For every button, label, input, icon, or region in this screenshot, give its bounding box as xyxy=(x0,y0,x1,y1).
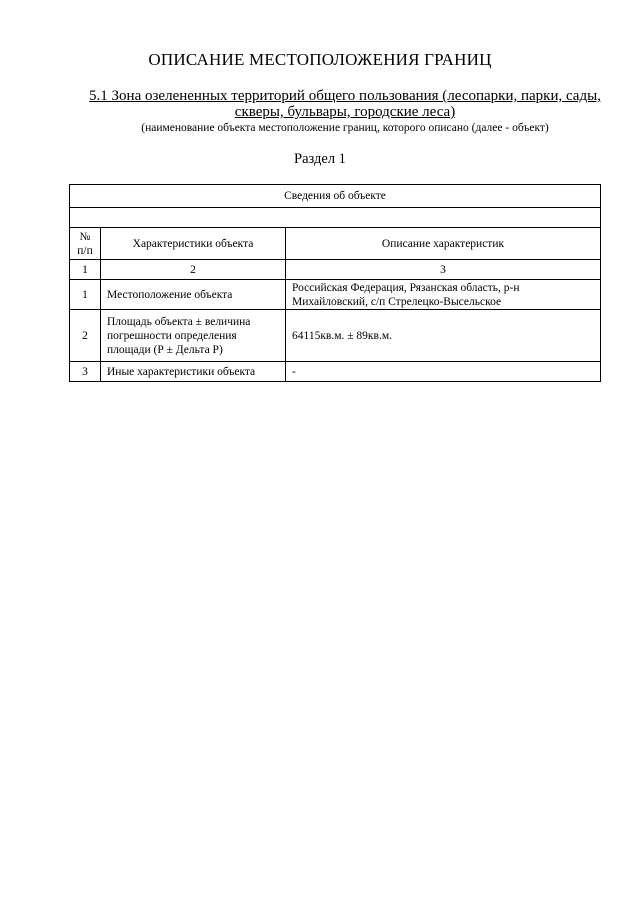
table-header: Сведения об объекте xyxy=(70,185,601,208)
row-num: 2 xyxy=(70,310,101,362)
column-number-row xyxy=(70,260,601,280)
table-blank-row xyxy=(70,208,601,228)
column-header-description: Описание характеристик xyxy=(286,228,601,260)
row-characteristic: Иные характеристики объекта xyxy=(101,362,286,382)
row-description: Российская Федерация, Рязанская область, р-н Михайловский, с/п Стрелецко-Высельское xyxy=(286,280,601,310)
object-name-line-1: 5.1 Зона озелененных территорий общего пользования (лесопарки, парки, сады, xyxy=(89,88,601,104)
column-header-row xyxy=(70,228,601,260)
section-title: Раздел 1 xyxy=(294,151,346,167)
row-characteristic: Площадь объекта ± величина погрешности определения площади (Р ± Дельта Р) xyxy=(101,310,286,362)
row-num: 3 xyxy=(70,362,101,382)
column-number-1: 1 xyxy=(70,260,101,280)
row-num: 1 xyxy=(70,280,101,310)
column-number-2: 2 xyxy=(101,260,286,280)
table-row xyxy=(70,362,601,382)
row-description: 64115кв.м. ± 89кв.м. xyxy=(286,310,601,362)
table-row xyxy=(70,280,601,310)
row-description: - xyxy=(286,362,601,382)
table-header-row xyxy=(70,185,601,208)
row-characteristic: Местоположение объекта xyxy=(101,280,286,310)
object-name xyxy=(80,88,610,120)
object-name-caption: (наименование объекта местоположение границ, которого описано (далее - объект) xyxy=(141,122,549,134)
table-blank-cell xyxy=(70,208,601,228)
column-header-characteristic: Характеристики объекта xyxy=(101,228,286,260)
page-title: ОПИСАНИЕ МЕСТОПОЛОЖЕНИЯ ГРАНИЦ xyxy=(148,50,492,69)
object-info-table xyxy=(69,184,601,382)
column-number-3: 3 xyxy=(286,260,601,280)
table-row xyxy=(70,310,601,362)
object-name-line-2: скверы, бульвары, городские леса) xyxy=(234,104,456,120)
column-header-num: № п/п xyxy=(70,228,101,260)
